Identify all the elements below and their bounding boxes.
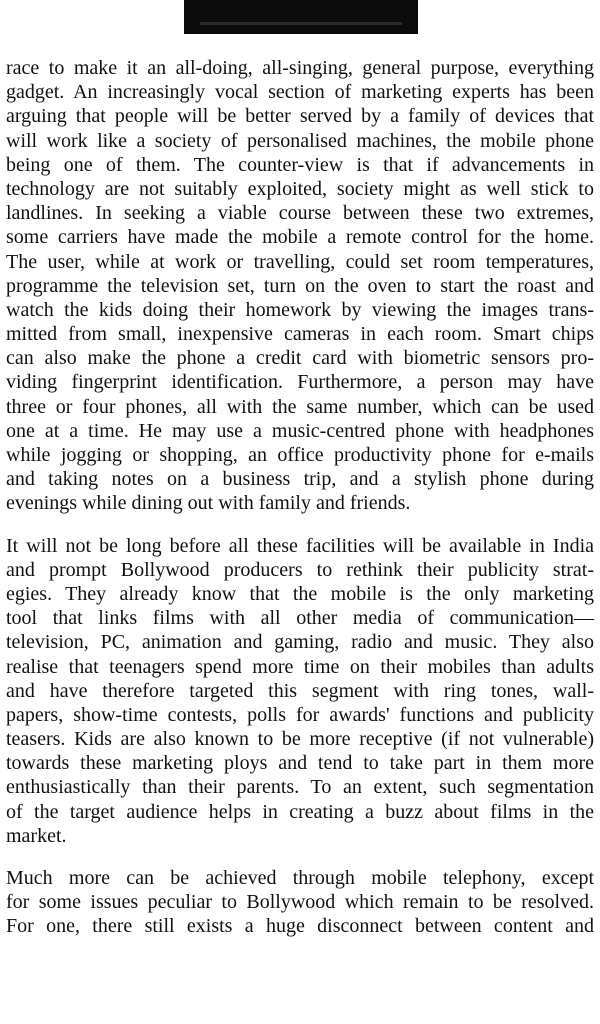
text-line: papers, show-time contests, polls for awards' functions and publicity (6, 703, 594, 726)
text-line: will work like a society of personalised machines, the mobile phone (6, 129, 594, 152)
text-line: and have therefore targeted this segment with ring tones, wall- (6, 679, 594, 702)
text-line: three or four phones, all with the same number, which can be used (6, 395, 594, 418)
text-line: and taking notes on a business trip, and a stylish phone during (6, 468, 594, 491)
text-line: technology are not suitably exploited, society might as well stick to (6, 177, 594, 200)
text-line: The user, while at work or travelling, could set room temperatures, (6, 250, 594, 273)
paragraph-gap (6, 848, 594, 866)
text-line: mitted from small, inexpensive cameras in each room. Smart chips (6, 323, 594, 346)
paragraph-gap (6, 516, 594, 534)
text-line: evenings while dining out with family and friends. (6, 492, 411, 515)
text-line: can also make the phone a credit card with biometric sensors pro- (6, 347, 594, 370)
text-line: realise that teenagers spend more time on their mobiles than adults (6, 655, 594, 678)
header-faint-text-mark (200, 22, 402, 25)
text-line: and prompt Bollywood producers to rethink their publicity strat- (6, 558, 594, 581)
text-line: It will not be long before all these facilities will be available in India (6, 534, 594, 557)
text-line: landlines. In seeking a viable course between these two extremes, (6, 202, 594, 225)
text-line: arguing that people will be better served by a family of devices that (6, 105, 594, 128)
paragraph-3 (6, 866, 594, 939)
text-line: teasers. Kids are also known to be more receptive (if not vulnerable) (6, 728, 594, 751)
text-line: being one of them. The counter-view is that if advancements in (6, 153, 594, 176)
text-line: viding fingerprint identification. Furthermore, a person may have (6, 371, 594, 394)
text-line: For one, there still exists a huge disconnect between content and (6, 915, 594, 938)
text-line: race to make it an all-doing, all-singing, general purpose, everything (6, 57, 594, 79)
text-line: for some issues peculiar to Bollywood which remain to be resolved. (6, 891, 594, 914)
text-line: television, PC, animation and gaming, radio and music. They also (6, 631, 594, 654)
running-header-bar (184, 0, 418, 34)
text-line: some carriers have made the mobile a remote control for the home. (6, 226, 594, 249)
text-line: one at a time. He may use a music-centred phone with headphones (6, 419, 594, 442)
text-line: market. (6, 824, 67, 847)
text-line: egies. They already know that the mobile is the only marketing (6, 582, 594, 605)
text-line: towards these marketing ploys and tend to take part in them more (6, 752, 594, 775)
paragraph-1 (6, 56, 594, 516)
text-line: gadget. An increasingly vocal section of marketing experts has been (6, 81, 594, 104)
text-line: while jogging or shopping, an office productivity phone for e-mails (6, 444, 594, 466)
paragraph-2 (6, 534, 594, 848)
text-line: enthusiastically than their parents. To an extent, such segmentation (6, 776, 594, 799)
text-line: Much more can be achieved through mobile telephony, except (6, 867, 594, 889)
body-text (6, 56, 594, 939)
text-line: tool that links films with all other media of communication— (6, 607, 594, 630)
text-line: watch the kids doing their homework by viewing the images trans- (6, 298, 594, 321)
text-line: of the target audience helps in creating a buzz about films in the (6, 800, 594, 823)
text-line: programme the television set, turn on the oven to start the roast and (6, 274, 594, 297)
